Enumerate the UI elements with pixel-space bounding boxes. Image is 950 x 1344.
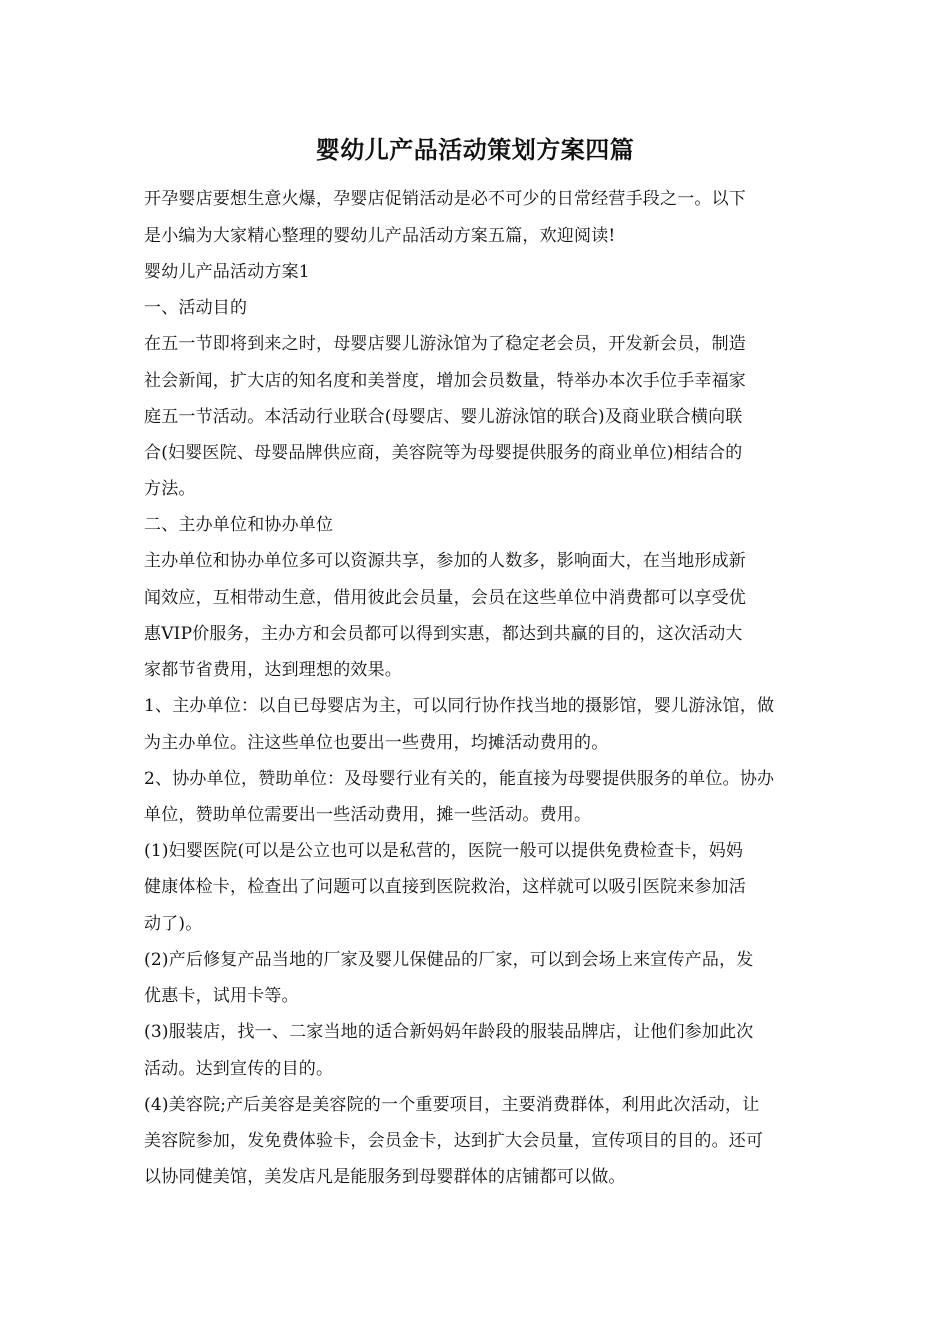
body-line: 闻效应，互相带动生意，借用彼此会员量，会员在这些单位中消费都可以享受优 xyxy=(144,588,746,608)
body-line: 合(妇婴医院、母婴品牌供应商，美容院等为母婴提供服务的商业单位)相结合的 xyxy=(144,443,743,463)
body-line: 动了)。 xyxy=(144,914,203,934)
body-line: 在五一节即将到来之时，母婴店婴儿游泳馆为了稳定老会员，开发新会员，制造 xyxy=(144,334,746,354)
body-line: 1、主办单位：以自已母婴店为主，可以同行协作找当地的摄影馆，婴儿游泳馆，做 xyxy=(144,696,775,716)
body-line: (2)产后修复产品当地的厂家及婴儿保健品的厂家，可以到会场上来宣传产品，发 xyxy=(144,950,754,970)
body-line: (1)妇婴医院(可以是公立也可以是私营的，医院一般可以提供免费检查卡，妈妈 xyxy=(144,841,744,861)
body-line: (4)美容院;产后美容是美容院的一个重要项目，主要消费群体，利用此次活动，让 xyxy=(144,1095,760,1115)
body-line: (3)服装店，找一、二家当地的适合新妈妈年龄段的服装品牌店，让他们参加此次 xyxy=(144,1022,754,1042)
document-title: 婴幼儿产品活动策划方案四篇 xyxy=(315,135,635,164)
body-line: 是小编为大家精心整理的婴幼儿产品活动方案五篇，欢迎阅读! xyxy=(144,226,616,246)
body-line: 二、主办单位和协办单位 xyxy=(144,515,334,535)
body-line: 惠VIP价服务，主办方和会员都可以得到实惠，都达到共赢的目的，这次活动大 xyxy=(144,624,743,644)
body-line: 健康体检卡，检查出了问题可以直接到医院救治，这样就可以吸引医院来参加活 xyxy=(144,877,746,897)
body-line: 美容院参加，发免费体验卡，会员金卡，达到扩大会员量，宣传项目的目的。还可 xyxy=(144,1131,764,1151)
body-line: 方法。 xyxy=(144,479,196,499)
body-line: 优惠卡，试用卡等。 xyxy=(144,986,299,1006)
body-line: 以协同健美馆，美发店凡是能服务到母婴群体的店铺都可以做。 xyxy=(144,1167,626,1187)
body-line: 社会新闻，扩大店的知名度和美誉度，增加会员数量，特举办本次手位手幸福家 xyxy=(144,371,746,391)
body-line: 2、协办单位，赞助单位：及母婴行业有关的，能直接为母婴提供服务的单位。协办 xyxy=(144,769,775,789)
body-line: 一、活动目的 xyxy=(144,298,248,318)
body-line: 单位，赞助单位需要出一些活动费用，摊一些活动。费用。 xyxy=(144,805,592,825)
body-line: 婴幼儿产品活动方案1 xyxy=(144,262,310,282)
body-line: 为主办单位。注这些单位也要出一些费用，均摊活动费用的。 xyxy=(144,733,609,753)
body-line: 开孕婴店要想生意火爆，孕婴店促销活动是必不可少的日常经营手段之一。以下 xyxy=(144,189,746,209)
body-line: 主办单位和协办单位多可以资源共享，参加的人数多，影响面大，在当地形成新 xyxy=(144,551,746,571)
body-line: 庭五一节活动。本活动行业联合(母婴店、婴儿游泳馆的联合)及商业联合横向联 xyxy=(144,407,743,427)
body-line: 活动。达到宣传的目的。 xyxy=(144,1059,334,1079)
body-line: 家都节省费用，达到理想的效果。 xyxy=(144,660,402,680)
